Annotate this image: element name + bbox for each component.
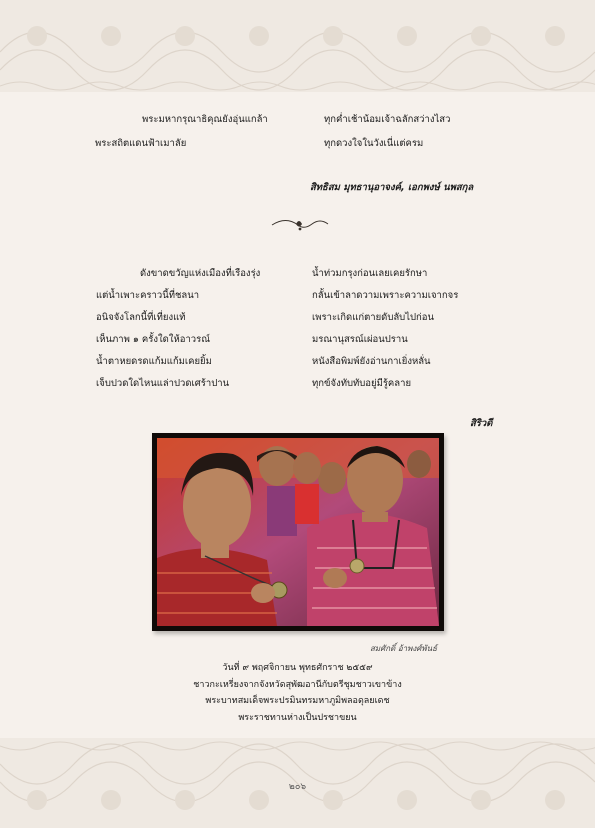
poem2-left-line: เห็นภาพ ๑ ครั้งใดให้อาวรณ์	[96, 334, 211, 345]
author-credit-1: สิทธิสม มุทธานุอาจงค์, เอกพงษ์ นพสกุล	[310, 182, 474, 193]
poem2-left-line: แต่น้ำเพาะคราวนี้ที่ชลนา	[96, 290, 200, 301]
poem2-right-line: หนังสือพิมพ์ยังอ่านกาเยิ่งหลั่น	[312, 356, 431, 367]
poem1-right-line: ทุกค่ำเช้าน้อมเจ้าฉลักสว่างไสว	[324, 114, 451, 125]
caption-line: วันที่ ๙ พฤศจิกายน พุทธศักราช ๒๕๕๙	[222, 663, 373, 673]
photo-caption	[0, 660, 595, 726]
poem1-right-line: ทุกดวงใจในวังเนี่แต่ครม	[324, 138, 424, 149]
poem2-left-line: น้ำตาหยดรดแก้มแก้มเคยยิ้ม	[96, 356, 212, 367]
caption-line: ชาวกะเหรี่ยงจากจังหวัดสุพัฒอานีกับตรีชุมชาวเขาข้าง	[193, 679, 402, 690]
poem2-right-line: มรณานุสรณ์เผ่อนปราน	[312, 334, 408, 345]
photo-women-with-medallions	[157, 438, 439, 626]
page-number: ๒๐๖	[288, 782, 307, 792]
caption-line: พระราชทานห่างเป็นปรชาขยน	[238, 712, 357, 723]
poem2-left-line: อนิจจังโลกนี้ที่เที่ยงแท้	[96, 312, 186, 323]
poem2-left-line: ดังขาดขวัญแห่งเมืองที่เรืองรุ่ง	[140, 268, 261, 279]
poem1-left-line: พระมหากรุณาธิคุณยังอุ่นแกล้า	[142, 114, 268, 125]
photo-frame	[152, 433, 444, 631]
caption-line: พระบาทสมเด็จพระปรมินทรมหาภูมิพลอดุลยเดช	[205, 696, 390, 706]
lace-border-top	[0, 0, 595, 92]
poem1-left-line: พระสถิตแดนฟ้าเมาลัย	[95, 138, 187, 149]
author-credit-2: สิริวดี	[470, 418, 493, 429]
poem2-right-line: ทุกข์จังทับทับอยู่มีรู้คลาย	[312, 378, 412, 389]
poem2-right-line: กลั้นเข้าลาดวามเพราะความเจากจร	[312, 290, 459, 301]
ornament-divider-icon	[268, 212, 332, 236]
poem2-left-line: เจ็บปวดใดไหนแล่าปวดเศร้าปาน	[96, 378, 230, 389]
poem2-right-line: เพราะเกิดแก่ตายดับลับไปก่อน	[312, 312, 434, 323]
poem2-right-line: น้ำท่วมกรุงก่อนเลยเคยรักษา	[312, 268, 428, 279]
photo-credit: สมศักดิ์ อ้าพงศ์พันธ์	[370, 644, 437, 653]
